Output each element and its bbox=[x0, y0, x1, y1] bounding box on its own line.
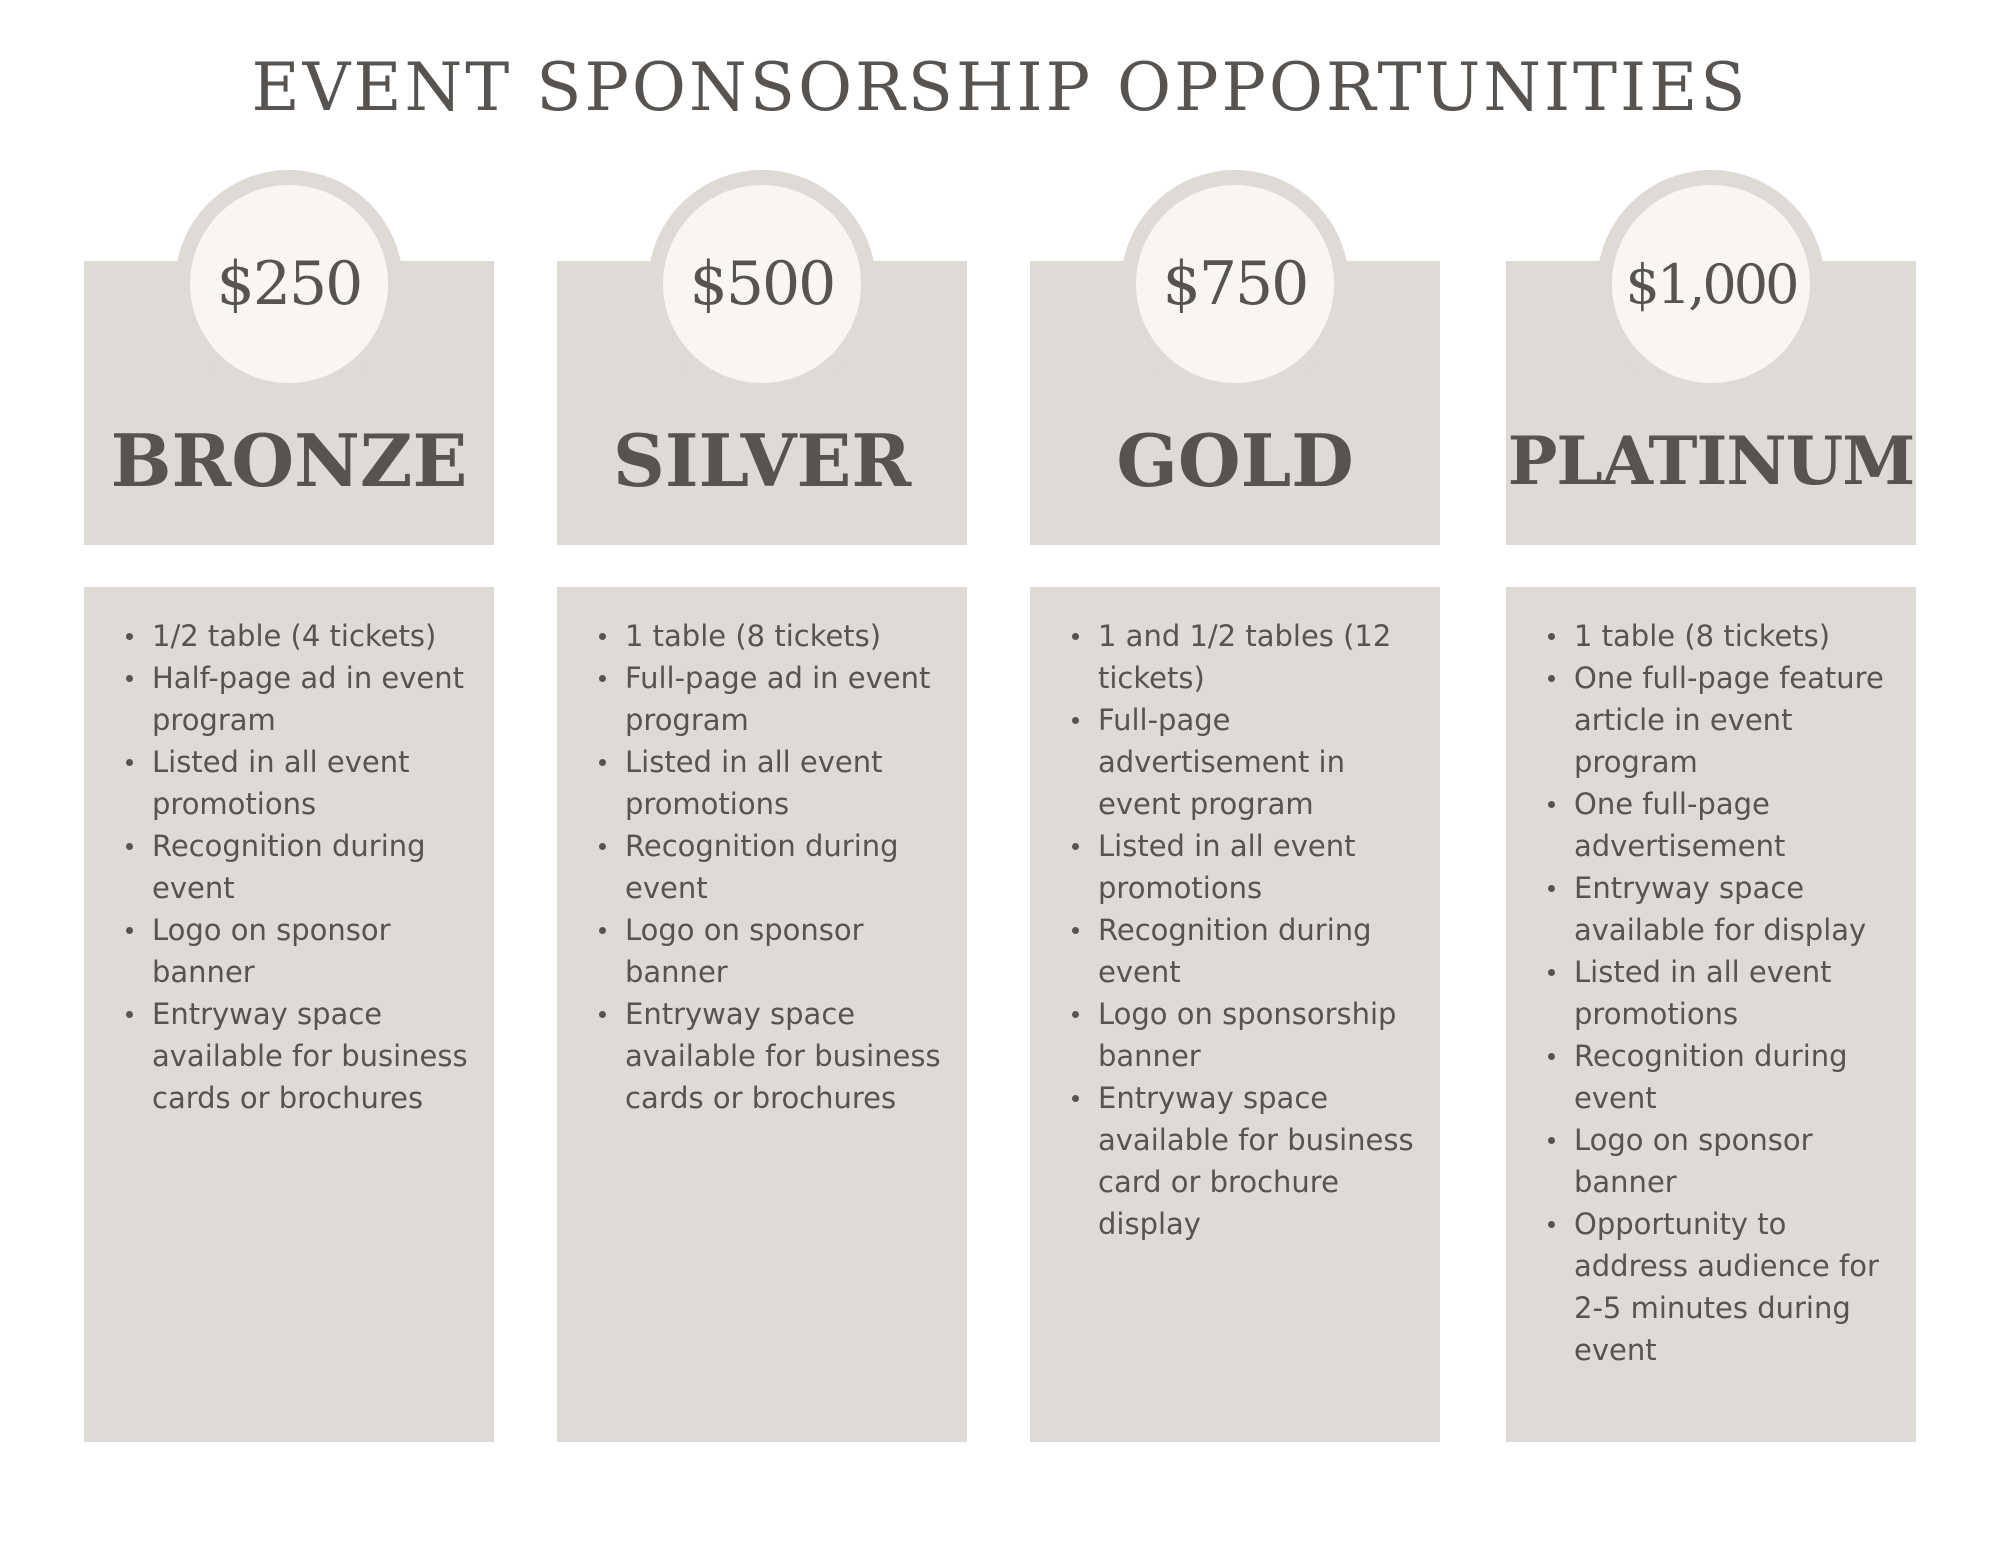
benefit-item: Logo on sponsor banner bbox=[120, 909, 472, 993]
price-badge bbox=[1612, 185, 1810, 383]
tier-name: BRONZE bbox=[110, 418, 468, 503]
page-title: EVENT SPONSORSHIP OPPORTUNITIES bbox=[251, 49, 1749, 126]
benefit-item: 1 and 1/2 tables (12 tickets) bbox=[1066, 615, 1418, 699]
benefit-list bbox=[1542, 615, 1894, 1371]
benefit-item: Half-page ad in event program bbox=[120, 657, 472, 741]
benefit-list bbox=[1066, 615, 1418, 1245]
benefit-item: Logo on sponsor banner bbox=[1542, 1119, 1894, 1203]
benefit-item: Recognition during event bbox=[593, 825, 945, 909]
benefits-panel bbox=[557, 587, 967, 1442]
tier-card-gold bbox=[1030, 0, 1440, 1445]
tier-card-bronze bbox=[84, 0, 494, 1445]
benefit-item: Full-page ad in event program bbox=[593, 657, 945, 741]
benefits-panel bbox=[1030, 587, 1440, 1442]
tier-price: $1,000 bbox=[1625, 252, 1797, 316]
benefit-item: Entryway space available for business cards or brochures bbox=[120, 993, 472, 1119]
benefits-panel bbox=[84, 587, 494, 1442]
benefit-item: Recognition during event bbox=[1066, 909, 1418, 993]
tier-price: $500 bbox=[689, 249, 835, 319]
benefit-item: Entryway space available for business card or brochure display bbox=[1066, 1077, 1418, 1245]
benefit-item: Logo on sponsor banner bbox=[593, 909, 945, 993]
tier-name: GOLD bbox=[1116, 418, 1354, 503]
benefit-item: 1 table (8 tickets) bbox=[1542, 615, 1894, 657]
price-badge bbox=[663, 185, 861, 383]
tier-name: PLATINUM bbox=[1507, 422, 1915, 500]
benefit-item: 1/2 table (4 tickets) bbox=[120, 615, 472, 657]
benefit-item: Entryway space available for display bbox=[1542, 867, 1894, 951]
tier-price: $250 bbox=[216, 249, 362, 319]
benefit-item: Entryway space available for business cards or brochures bbox=[593, 993, 945, 1119]
benefit-item: One full-page feature article in event program bbox=[1542, 657, 1894, 783]
benefit-item: Opportunity to address audience for 2-5 minutes during event bbox=[1542, 1203, 1894, 1371]
benefit-item: Listed in all event promotions bbox=[1542, 951, 1894, 1035]
tier-name: SILVER bbox=[612, 418, 912, 503]
benefit-item: Full-page advertisement in event program bbox=[1066, 699, 1418, 825]
benefit-item: 1 table (8 tickets) bbox=[593, 615, 945, 657]
benefit-list bbox=[593, 615, 945, 1119]
benefit-item: Logo on sponsorship banner bbox=[1066, 993, 1418, 1077]
benefit-item: One full-page advertisement bbox=[1542, 783, 1894, 867]
benefit-item: Listed in all event promotions bbox=[120, 741, 472, 825]
benefit-item: Listed in all event promotions bbox=[1066, 825, 1418, 909]
price-badge bbox=[190, 185, 388, 383]
benefit-list bbox=[120, 615, 472, 1119]
benefit-item: Listed in all event promotions bbox=[593, 741, 945, 825]
price-badge bbox=[1136, 185, 1334, 383]
benefits-panel bbox=[1506, 587, 1916, 1442]
benefit-item: Recognition during event bbox=[120, 825, 472, 909]
benefit-item: Recognition during event bbox=[1542, 1035, 1894, 1119]
tier-price: $750 bbox=[1162, 249, 1308, 319]
tier-card-platinum bbox=[1506, 0, 1916, 1445]
tier-card-silver bbox=[557, 0, 967, 1445]
